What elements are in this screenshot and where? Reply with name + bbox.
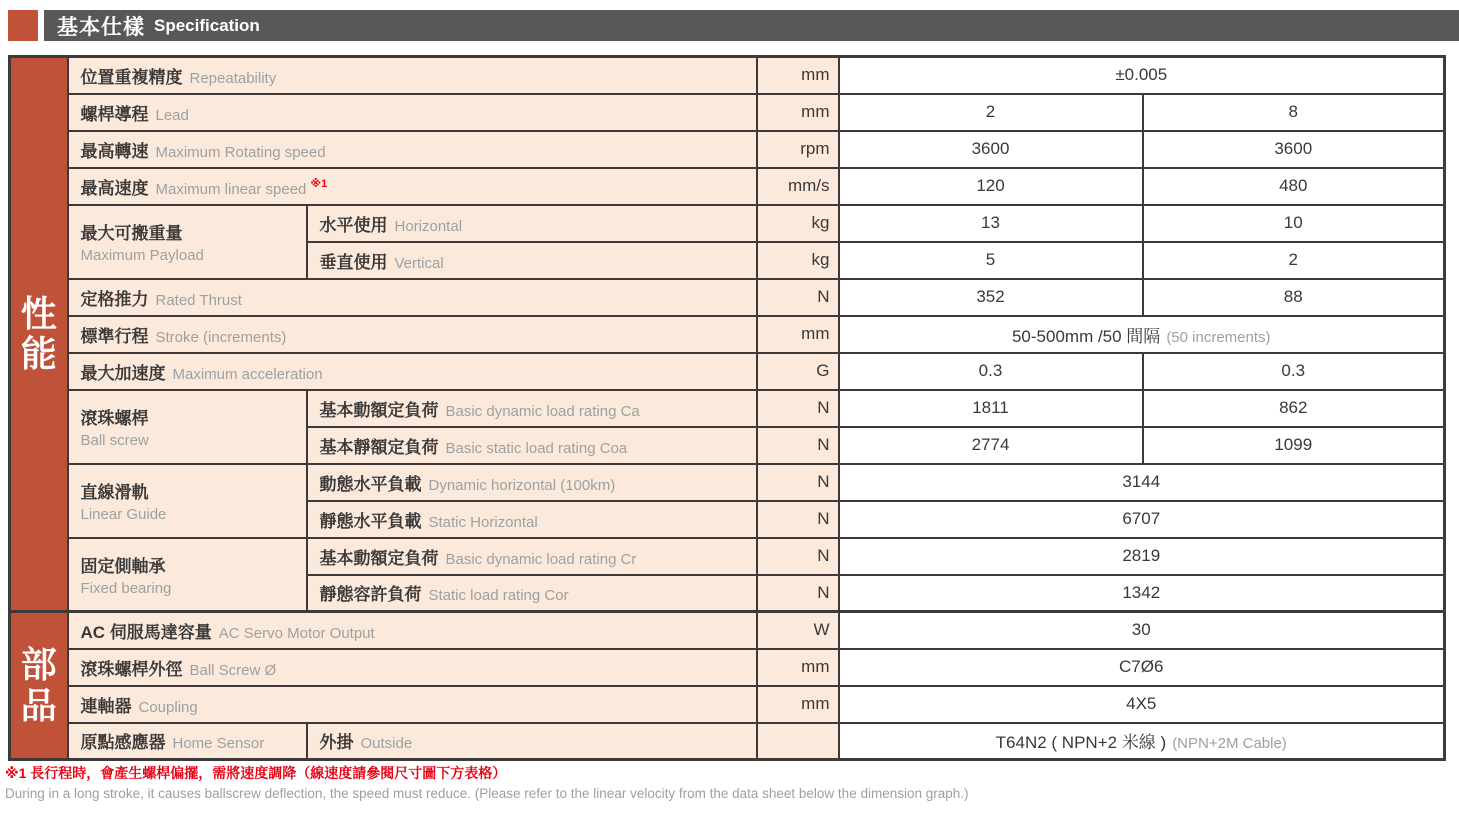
unit-cell: N [757, 501, 839, 538]
sidebar-parts-label: 部品 [20, 644, 57, 726]
table-row [10, 649, 1445, 686]
table-row [10, 353, 1445, 390]
row-label: 螺桿導程 Lead [68, 94, 757, 131]
section-header [44, 10, 1459, 41]
sub-label: 水平使用 Horizontal [307, 205, 757, 242]
table-row [10, 94, 1445, 131]
sub-label: 動態水平負載 Dynamic horizontal (100km) [307, 464, 757, 501]
row-label: 滾珠螺桿外徑 Ball Screw Ø [68, 649, 757, 686]
value-cell: 2774 [839, 427, 1143, 464]
value-cell: 13 [839, 205, 1143, 242]
table-row [10, 686, 1445, 723]
value-cell: 0.3 [839, 353, 1143, 390]
unit-cell: rpm [757, 131, 839, 168]
sidebar-performance [10, 57, 68, 612]
sub-label: 靜態容許負荷 Static load rating Cor [307, 575, 757, 612]
value-cell: T64N2 ( NPN+2 米線 ) (NPN+2M Cable) [839, 723, 1445, 760]
row-label: 定格推力 Rated Thrust [68, 279, 757, 316]
unit-cell: kg [757, 205, 839, 242]
sub-label: 外掛 Outside [307, 723, 757, 760]
sub-label: 基本動額定負荷 Basic dynamic load rating Ca [307, 390, 757, 427]
row-label: 連軸器 Coupling [68, 686, 757, 723]
row-label: AC 伺服馬達容量 AC Servo Motor Output [68, 612, 757, 649]
value-cell: 8 [1143, 94, 1445, 131]
unit-cell: N [757, 427, 839, 464]
unit-cell: G [757, 353, 839, 390]
value-cell: 4X5 [839, 686, 1445, 723]
row-label: 最高速度 Maximum linear speed $^{※1}$ [68, 168, 757, 205]
table-row [10, 57, 1445, 94]
sub-label: 基本靜額定負荷 Basic static load rating Coa [307, 427, 757, 464]
value-cell: 30 [839, 612, 1445, 649]
value-cell: 352 [839, 279, 1143, 316]
value-cell: 2 [1143, 242, 1445, 279]
value-cell: 88 [1143, 279, 1445, 316]
value-cell: 3144 [839, 464, 1445, 501]
value-cell: 3600 [1143, 131, 1445, 168]
sub-label: 基本動額定負荷 Basic dynamic load rating Cr [307, 538, 757, 575]
accent-square [8, 10, 38, 41]
unit-cell: mm/s [757, 168, 839, 205]
table-row [10, 723, 1445, 760]
unit-cell: N [757, 464, 839, 501]
unit-cell: N [757, 390, 839, 427]
table-row [10, 316, 1445, 353]
footnote-en: During in a long stroke, it causes ballscrew deflection, the speed must reduce. (Please refer to the linear velocity from the data sheet below the dimension graph.) [5, 786, 969, 801]
unit-cell: N [757, 279, 839, 316]
unit-cell: kg [757, 242, 839, 279]
row-label: 原點感應器 Home Sensor [68, 723, 307, 760]
value-cell: 5 [839, 242, 1143, 279]
unit-cell: N [757, 538, 839, 575]
section-title-en: Specification [154, 15, 260, 35]
unit-cell: mm [757, 316, 839, 353]
table-row [10, 538, 1445, 575]
table-row [10, 612, 1445, 649]
value-cell: 10 [1143, 205, 1445, 242]
value-cell: 50-500mm /50 間隔 (50 increments) [839, 316, 1445, 353]
unit-cell: W [757, 612, 839, 649]
footnote [5, 763, 1445, 804]
value-cell: 1811 [839, 390, 1143, 427]
unit-cell: mm [757, 57, 839, 94]
value-cell: 480 [1143, 168, 1445, 205]
unit-cell: mm [757, 94, 839, 131]
unit-cell: mm [757, 686, 839, 723]
sidebar-parts [10, 612, 68, 760]
table-row [10, 205, 1445, 242]
sub-label: 靜態水平負載 Static Horizontal [307, 501, 757, 538]
value-cell: 0.3 [1143, 353, 1445, 390]
footnote-marker: ※1 [310, 178, 328, 191]
value-cell: 1099 [1143, 427, 1445, 464]
spec-table [8, 55, 1446, 761]
group-label: 固定側軸承 Fixed bearing [68, 538, 307, 612]
table-row [10, 464, 1445, 501]
value-cell: 2819 [839, 538, 1445, 575]
sidebar-performance-label: 性能 [20, 292, 57, 374]
value-cell: ±0.005 [839, 57, 1445, 94]
value-cell: 1342 [839, 575, 1445, 612]
value-cell: 2 [839, 94, 1143, 131]
row-label: 最高轉速 Maximum Rotating speed [68, 131, 757, 168]
section-title-zh: 基本仕樣 [57, 15, 145, 39]
table-row [10, 390, 1445, 427]
row-label: 標準行程 Stroke (increments) [68, 316, 757, 353]
unit-cell: N [757, 575, 839, 612]
table-row [10, 168, 1445, 205]
footnote-zh: ※1 長行程時，會產生螺桿偏擺，需將速度調降（線速度請參閱尺寸圖下方表格） [5, 765, 507, 781]
unit-cell [757, 723, 839, 760]
table-row [10, 131, 1445, 168]
value-cell: 862 [1143, 390, 1445, 427]
unit-cell: mm [757, 649, 839, 686]
value-cell: 6707 [839, 501, 1445, 538]
row-label: 最大加速度 Maximum acceleration [68, 353, 757, 390]
group-label: 滾珠螺桿 Ball screw [68, 390, 307, 464]
value-cell: 120 [839, 168, 1143, 205]
group-label: 直線滑軌 Linear Guide [68, 464, 307, 538]
row-label: 位置重複精度 Repeatability [68, 57, 757, 94]
value-cell: C7Ø6 [839, 649, 1445, 686]
group-label: 最大可搬重量 Maximum Payload [68, 205, 307, 279]
table-row [10, 279, 1445, 316]
value-cell: 3600 [839, 131, 1143, 168]
sub-label: 垂直使用 Vertical [307, 242, 757, 279]
